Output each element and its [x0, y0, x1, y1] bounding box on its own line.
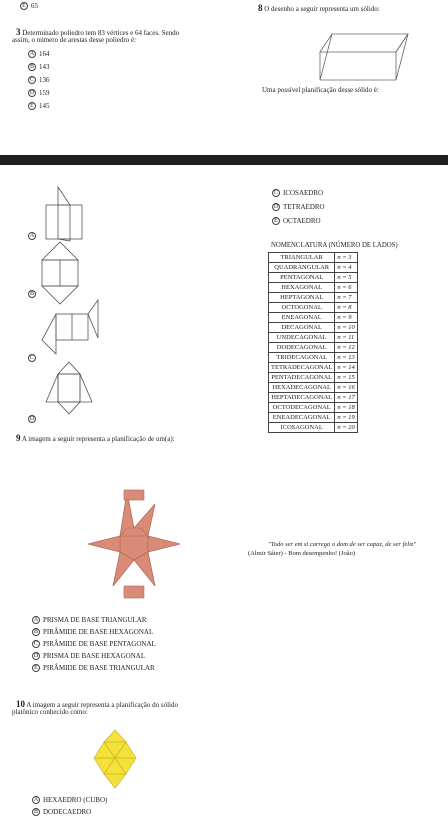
net-d [44, 360, 94, 416]
side-count: n = 19 [335, 413, 357, 423]
polygon-name: TRIDECAGONAL [269, 353, 335, 363]
side-count: n = 16 [335, 383, 357, 393]
option-label: PIRÂMIDE DE BASE TRIANGULAR [43, 664, 155, 672]
hexagonal-pyramid-net [86, 490, 182, 600]
table-row [269, 303, 358, 313]
q10-statement: 10 A imagem a seguir representa a planificação do sólido [16, 699, 178, 709]
table-row [269, 353, 358, 363]
q8-subtitle: Uma possível planificação desse sólido é: [262, 86, 379, 94]
table-row [269, 293, 358, 303]
option-letter-circle: A [33, 617, 39, 623]
option-letter-circle: C [33, 641, 38, 647]
separator-band [0, 155, 448, 165]
polygon-name: TETRADECAGONAL [269, 363, 335, 373]
table-row [269, 393, 358, 403]
net-c [40, 298, 100, 356]
net-b [40, 240, 80, 306]
option-a[interactable] [28, 47, 50, 60]
option-a[interactable] [32, 794, 107, 806]
side-count: n = 14 [335, 363, 357, 373]
option-label: PIRÂMIDE DE BASE PENTAGONAL [43, 640, 156, 648]
option-letter-circle: D [273, 204, 279, 210]
net-a [44, 185, 84, 241]
option-label: 143 [39, 62, 50, 71]
table-row [269, 263, 358, 273]
octahedron-net [92, 728, 138, 790]
side-count: n = 8 [335, 303, 357, 313]
side-count: n = 13 [335, 353, 357, 363]
polygon-name: HEPTADECAGONAL [269, 393, 335, 403]
q8-statement: 8 O desenho a seguir representa um sólido: [258, 3, 380, 13]
q8-option-b[interactable] [28, 282, 36, 300]
table-row [269, 283, 358, 293]
polygon-name: ENEAGONAL [269, 313, 335, 323]
side-count: n = 3 [335, 253, 357, 263]
side-count: n = 11 [335, 333, 357, 343]
q8-option-d[interactable] [28, 407, 36, 425]
q10-statement-line2: platônico conhecido como: [12, 708, 88, 716]
option-e[interactable] [32, 662, 156, 674]
option-d[interactable] [32, 650, 156, 662]
option-d[interactable] [272, 200, 325, 214]
option-e-circle: E [20, 2, 28, 10]
option-letter-circle: B [33, 809, 38, 815]
option-b-circle: B [29, 291, 34, 297]
table-row [269, 333, 358, 343]
option-letter-circle: D [29, 89, 35, 96]
option-label: PRISMA DE BASE HEXAGONAL [43, 652, 146, 660]
quote-line2: (Almir Sáter) - Bom desempenho! (João) [248, 550, 356, 557]
option-label: PIRÂMIDE DE BASE HEXAGONAL [43, 628, 154, 636]
quote-line1: "Todo ser em si carrega o dom de ser capaz, de ser feliz" [268, 541, 417, 548]
top-option-a[interactable]: E 65 [20, 2, 38, 10]
side-count: n = 5 [335, 273, 357, 283]
option-b[interactable] [32, 626, 156, 638]
polygon-name: ENEADECAGONAL [269, 413, 335, 423]
side-count: n = 10 [335, 323, 357, 333]
polygon-name: PENTADECAGONAL [269, 373, 335, 383]
polygon-name: HEXAGONAL [269, 283, 335, 293]
table-row [269, 273, 358, 283]
polygon-name: OCTODECAGONAL [269, 403, 335, 413]
option-letter-circle: C [29, 76, 34, 83]
polygon-name: TRIANGULAR [269, 253, 335, 263]
option-a[interactable] [32, 614, 156, 626]
nomenclature-title: NOMENCLATURA (NÚMERO DE LADOS) [271, 242, 398, 249]
option-label: OCTAEDRO [283, 217, 321, 225]
side-count: n = 6 [335, 283, 357, 293]
table-row [269, 363, 358, 373]
prism-drawing [318, 28, 428, 84]
table-row [269, 423, 358, 433]
side-count: n = 9 [335, 313, 357, 323]
q9-options [32, 614, 156, 674]
option-c[interactable] [272, 186, 325, 200]
option-label: 136 [39, 75, 50, 84]
option-letter-circle: C [273, 190, 278, 196]
table-row [269, 313, 358, 323]
option-label: 159 [39, 88, 50, 97]
option-label: DODECAEDRO [43, 808, 92, 816]
option-c-circle: C [29, 355, 34, 361]
option-e[interactable] [28, 99, 50, 112]
option-label: 164 [39, 49, 50, 58]
side-count: n = 7 [335, 293, 357, 303]
side-count: n = 4 [335, 263, 357, 273]
polygon-name: QUADRANGULAR [269, 263, 335, 273]
option-label: ICOSAEDRO [283, 189, 324, 197]
table-row [269, 323, 358, 333]
option-label: PRISMA DE BASE TRIANGULAR [43, 616, 147, 624]
option-letter-circle: E [28, 102, 36, 110]
option-label: HEXAEDRO (CUBO) [43, 796, 108, 804]
table-row [269, 343, 358, 353]
side-count: n = 20 [335, 423, 357, 433]
q8-option-c[interactable] [28, 346, 36, 364]
q3-statement: 3 Determinado poliedro tem 83 vértices e 64 faces. Sendo [16, 27, 180, 37]
option-letter-circle: A [33, 797, 39, 803]
option-letter-circle: A [29, 50, 35, 57]
q9-statement: 9 A imagem a seguir representa a planificação de um(a): [16, 433, 175, 443]
option-b[interactable] [32, 806, 107, 818]
option-label: TETRAEDRO [283, 203, 325, 211]
option-d-circle: D [29, 416, 35, 422]
nomenclature-table [268, 252, 358, 433]
option-letter-circle: D [33, 653, 39, 659]
polygon-name: HEPTAGONAL [269, 293, 335, 303]
table-row [269, 383, 358, 393]
polygon-name: OCTOGONAL [269, 303, 335, 313]
polygon-name: UNDECAGONAL [269, 333, 335, 343]
table-row [269, 413, 358, 423]
option-a-circle: A [29, 233, 35, 239]
side-count: n = 12 [335, 343, 357, 353]
option-letter-circle: B [33, 629, 38, 635]
q3-options [28, 47, 50, 112]
polygon-name: HEXADECAGONAL [269, 383, 335, 393]
option-label: 145 [39, 101, 50, 110]
q3-statement-line2: assim, o número de arestas desse poliedro é: [12, 36, 137, 44]
polygon-name: DECAGONAL [269, 323, 335, 333]
option-letter-circle: E [32, 664, 40, 672]
option-e[interactable] [272, 214, 325, 228]
option-c[interactable] [32, 638, 156, 650]
table-row [269, 373, 358, 383]
option-letter-circle: B [29, 63, 34, 70]
polygon-name: PENTAGONAL [269, 273, 335, 283]
right-options [272, 186, 325, 228]
table-row [269, 403, 358, 413]
option-c[interactable] [28, 73, 50, 86]
side-count: n = 18 [335, 403, 357, 413]
q8-option-a[interactable] [28, 224, 36, 242]
option-b[interactable] [28, 60, 50, 73]
side-count: n = 17 [335, 393, 357, 403]
side-count: n = 15 [335, 373, 357, 383]
polygon-name: ICOSAGONAL [269, 423, 335, 433]
q10-options [32, 794, 107, 818]
polygon-name: DODECAGONAL [269, 343, 335, 353]
table-row [269, 253, 358, 263]
option-letter-circle: E [272, 217, 280, 225]
option-d[interactable] [28, 86, 50, 99]
